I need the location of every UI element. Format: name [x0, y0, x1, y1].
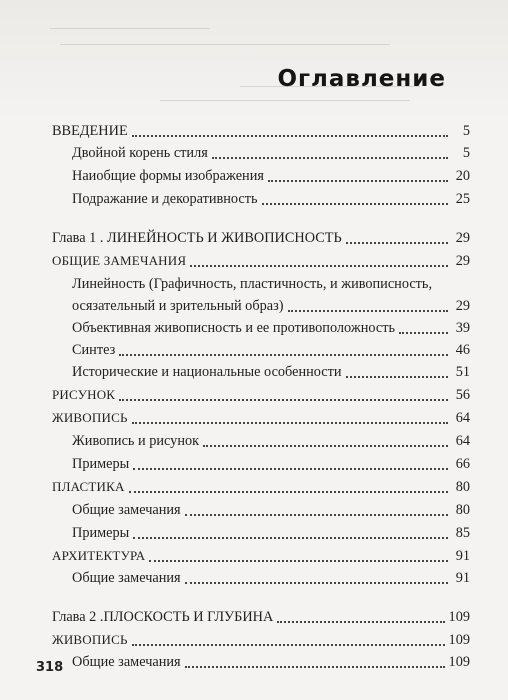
toc-entry-page: 109 — [448, 632, 470, 648]
leader-dots — [212, 157, 448, 159]
toc-entry-page: 64 — [455, 410, 470, 426]
leader-dots — [277, 621, 444, 623]
toc-entry[interactable] — [52, 565, 470, 587]
toc-entry-label: Исторические и национальные особенности — [72, 364, 342, 380]
toc-entry[interactable] — [52, 520, 470, 542]
toc-entry-page: 39 — [455, 320, 470, 336]
toc-entry[interactable] — [52, 543, 470, 565]
leader-dots — [133, 468, 448, 470]
toc-entry-label: Общие замечания — [72, 654, 181, 670]
leader-dots — [149, 560, 448, 562]
toc-entry[interactable] — [52, 248, 470, 270]
leader-dots — [132, 135, 448, 137]
toc-entry[interactable] — [52, 293, 470, 315]
toc-entry[interactable] — [52, 474, 470, 496]
toc-entry[interactable] — [52, 497, 470, 519]
toc-entry-label: ОБЩИЕ ЗАМЕЧАНИЯ — [52, 253, 187, 268]
toc-entry[interactable] — [52, 428, 470, 450]
toc-entry-label: Подражание и декоративность — [72, 191, 258, 207]
toc-entry-label: ПЛАСТИКА — [52, 479, 125, 494]
page-title: Оглавление — [277, 66, 446, 92]
toc-entry-label: ЖИВОПИСЬ — [52, 410, 128, 425]
toc-entry[interactable] — [52, 163, 470, 185]
leader-dots — [185, 666, 445, 668]
leader-dots — [203, 445, 448, 447]
leader-dots — [346, 376, 448, 378]
leader-dots — [190, 265, 448, 267]
toc-entry-label: РИСУНОК — [52, 387, 116, 402]
toc-entry-label: ЖИВОПИСЬ — [52, 632, 128, 647]
toc-entry-label: Линейность (Графичность, пластичность, и живописность, — [72, 276, 433, 292]
toc-entry[interactable] — [52, 451, 470, 473]
leader-dots — [185, 582, 448, 584]
bleed-through-text — [0, 0, 508, 120]
toc-entry[interactable] — [52, 627, 470, 649]
toc-entry-label: Живопись и рисунок — [72, 433, 200, 449]
leader-dots — [262, 203, 448, 205]
toc-entry-page: 91 — [455, 548, 470, 564]
toc-entry-label: Объективная живописность и ее противоположность — [72, 320, 395, 336]
toc-entry-label: ВВЕДЕНИЕ — [52, 123, 128, 139]
leader-dots — [268, 180, 448, 182]
toc-entry[interactable] — [52, 140, 470, 162]
toc-entry-page: 5 — [462, 145, 470, 161]
toc-entry[interactable] — [52, 225, 470, 247]
toc-entry-page: 29 — [455, 298, 470, 314]
toc-entry-page: 85 — [455, 525, 470, 541]
toc-entry[interactable] — [52, 271, 470, 293]
leader-dots — [133, 537, 448, 539]
toc-entry-page: 20 — [455, 168, 470, 184]
toc-entry-label: АРХИТЕКТУРА — [52, 548, 146, 563]
toc-entry[interactable] — [52, 186, 470, 208]
toc-entry-page: 46 — [455, 342, 470, 358]
toc-entry-page: 80 — [455, 502, 470, 518]
leader-dots — [346, 242, 448, 244]
leader-dots — [132, 644, 445, 646]
toc-entry[interactable] — [52, 315, 470, 337]
toc-entry-label: Глава 2 .ПЛОСКОСТЬ И ГЛУБИНА — [52, 609, 274, 625]
toc-entry-page: 51 — [455, 364, 470, 380]
toc-entry-page: 56 — [455, 387, 470, 403]
toc-entry-page: 91 — [455, 570, 470, 586]
leader-dots — [399, 332, 448, 334]
toc-entry-page: 29 — [455, 253, 470, 269]
toc-entry[interactable] — [52, 118, 470, 140]
toc-entry-page: 64 — [455, 433, 470, 449]
toc-entry-label: Глава 1 . ЛИНЕЙНОСТЬ И ЖИВОПИСНОСТЬ — [52, 230, 342, 246]
toc-entry-page: 25 — [455, 191, 470, 207]
toc-entry[interactable] — [52, 649, 470, 671]
leader-dots — [119, 354, 448, 356]
page-number: 318 — [36, 660, 64, 675]
toc-entry-page: 29 — [455, 230, 470, 246]
leader-dots — [119, 399, 448, 401]
toc-entry[interactable] — [52, 405, 470, 427]
toc-entry-label: Общие замечания — [72, 502, 181, 518]
toc-entry[interactable] — [52, 337, 470, 359]
leader-dots — [185, 514, 448, 516]
toc-entry-page: 109 — [448, 609, 470, 625]
toc-entry-label: осязательный и зрительный образ) — [72, 298, 284, 314]
toc-entry-label: Общие замечания — [72, 570, 181, 586]
toc-entry-page: 80 — [455, 479, 470, 495]
toc-entry[interactable] — [52, 382, 470, 404]
toc-entry-label: Наиобщие формы изображения — [72, 168, 264, 184]
toc-entry-label: Синтез — [72, 342, 116, 358]
toc-entry-label: Примеры — [72, 525, 130, 541]
toc-entry-page: 109 — [448, 654, 470, 670]
leader-dots — [129, 491, 448, 493]
toc-entry[interactable] — [52, 359, 470, 381]
toc-entry-label: Двойной корень стиля — [72, 145, 208, 161]
leader-dots — [132, 422, 448, 424]
toc-entry[interactable] — [52, 604, 470, 626]
leader-dots — [288, 310, 448, 312]
toc-entry-page: 5 — [462, 123, 470, 139]
toc-entry-page: 66 — [455, 456, 470, 472]
toc-entry-label: Примеры — [72, 456, 130, 472]
